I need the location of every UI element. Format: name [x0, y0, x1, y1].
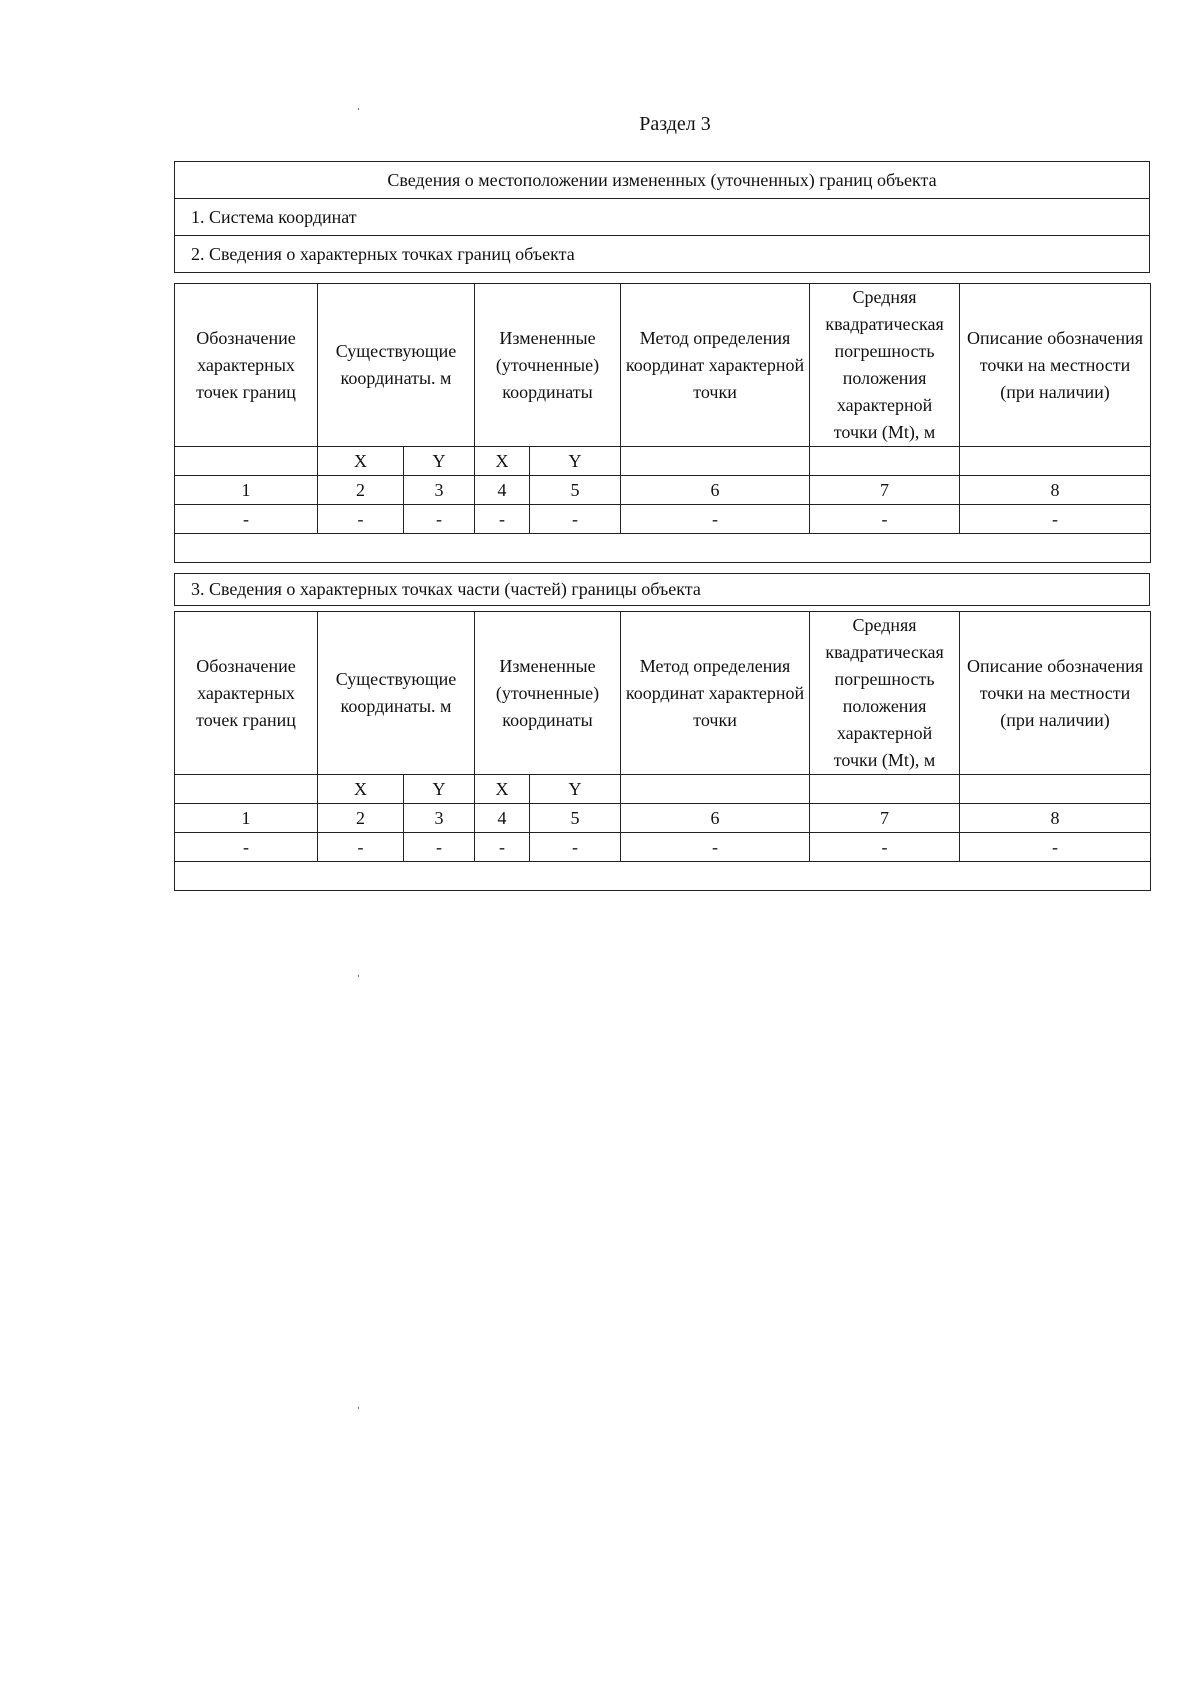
col-number: 3: [404, 476, 475, 505]
cell: -: [475, 505, 530, 534]
cell: -: [404, 505, 475, 534]
empty-row: [175, 862, 1151, 891]
col-number: 1: [175, 804, 318, 833]
sub-y: Y: [530, 775, 621, 804]
scan-mark: ˌ: [356, 963, 361, 978]
sub-y: Y: [530, 447, 621, 476]
cell: -: [530, 833, 621, 862]
sub-empty: [621, 447, 810, 476]
points-heading: 2. Сведения о характерных точках границ объекта: [175, 236, 1150, 273]
cell: -: [810, 833, 960, 862]
col-method: Метод определения координат характерной точки: [621, 612, 810, 775]
col-number: 1: [175, 476, 318, 505]
col-number: 5: [530, 804, 621, 833]
part-points-table: [174, 611, 1151, 891]
sub-y: Y: [404, 447, 475, 476]
col-existing-coords: Существующие координаты. м: [318, 612, 475, 775]
column-number-row: [175, 476, 1151, 505]
col-error: Средняя квадратическая погрешность положения характерной точки (Mt), м: [810, 612, 960, 775]
sub-empty: [810, 775, 960, 804]
col-changed-coords: Измененные (уточненные) координаты: [475, 284, 621, 447]
empty-row: [175, 534, 1151, 563]
col-number: 7: [810, 804, 960, 833]
sub-x: X: [475, 775, 530, 804]
sub-empty: [960, 447, 1151, 476]
cell: -: [960, 505, 1151, 534]
sub-empty: [810, 447, 960, 476]
cell: -: [404, 833, 475, 862]
empty-cell: [175, 534, 1151, 563]
col-number: 2: [318, 804, 404, 833]
section-title: Раздел 3: [639, 113, 711, 135]
table-row: [175, 505, 1151, 534]
cell: -: [175, 505, 318, 534]
sub-empty: [960, 775, 1151, 804]
cell: -: [318, 833, 404, 862]
empty-cell: [175, 862, 1151, 891]
col-designation: Обозначение характерных точек границ: [175, 612, 318, 775]
scan-mark: ˌ: [356, 1395, 361, 1410]
part-heading-table: [174, 573, 1150, 606]
cell: -: [810, 505, 960, 534]
col-number: 5: [530, 476, 621, 505]
col-description: Описание обозначения точки на местности (при наличии): [960, 284, 1151, 447]
col-number: 3: [404, 804, 475, 833]
col-method: Метод определения координат характерной точки: [621, 284, 810, 447]
cell: -: [960, 833, 1151, 862]
sub-y: Y: [404, 775, 475, 804]
cell: -: [318, 505, 404, 534]
boundary-points-table: [174, 283, 1151, 563]
object-title: Сведения о местоположении измененных (уточненных) границ объекта: [175, 162, 1150, 199]
coord-system-label: 1. Система координат: [175, 199, 1150, 236]
column-number-row: [175, 804, 1151, 833]
col-number: 2: [318, 476, 404, 505]
col-changed-coords: Измененные (уточненные) координаты: [475, 612, 621, 775]
col-error: Средняя квадратическая погрешность положения характерной точки (Mt), м: [810, 284, 960, 447]
col-designation: Обозначение характерных точек границ: [175, 284, 318, 447]
cell: -: [621, 505, 810, 534]
col-number: 4: [475, 476, 530, 505]
cell: -: [475, 833, 530, 862]
sub-empty: [621, 775, 810, 804]
col-number: 6: [621, 476, 810, 505]
cell: -: [530, 505, 621, 534]
sub-empty: [175, 775, 318, 804]
sub-x: X: [318, 775, 404, 804]
col-number: 8: [960, 476, 1151, 505]
col-number: 6: [621, 804, 810, 833]
col-description: Описание обозначения точки на местности (при наличии): [960, 612, 1151, 775]
cell: -: [175, 833, 318, 862]
object-info-table: [174, 161, 1150, 273]
col-number: 8: [960, 804, 1151, 833]
part-heading: 3. Сведения о характерных точках части (частей) границы объекта: [175, 574, 1150, 606]
col-number: 4: [475, 804, 530, 833]
sub-x: X: [475, 447, 530, 476]
col-number: 7: [810, 476, 960, 505]
cell: -: [621, 833, 810, 862]
table-row: [175, 833, 1151, 862]
sub-empty: [175, 447, 318, 476]
sub-x: X: [318, 447, 404, 476]
col-existing-coords: Существующие координаты. м: [318, 284, 475, 447]
scan-mark: ˌ: [356, 96, 361, 111]
